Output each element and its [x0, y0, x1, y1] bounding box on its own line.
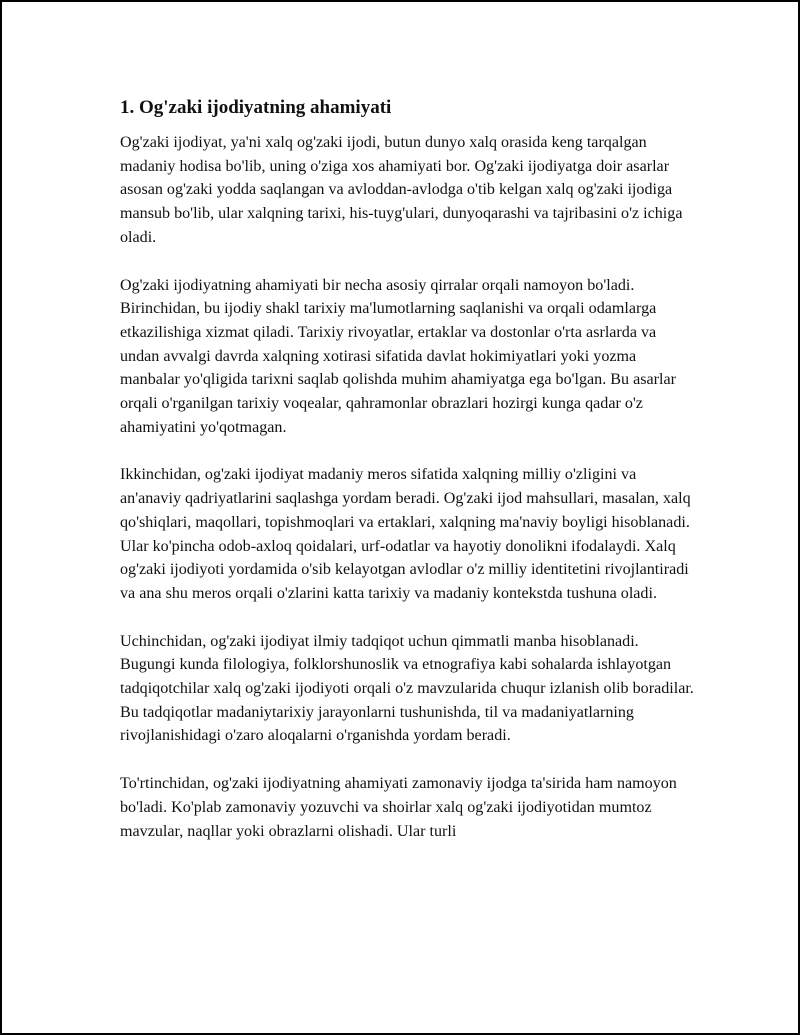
document-body — [120, 94, 695, 843]
section-heading: 1. Og'zaki ijodiyatning ahamiyati — [120, 97, 392, 118]
paragraph-first-point: Og'zaki ijodiyatning ahamiyati bir necha asosiy qirralar orqali namoyon bo'ladi. Birinchidan, bu ijodiy shakl tarixiy ma'lumotlarning saqlanishi va orqali odamlarga etkazilishiga xizmat qiladi. Tarixiy rivoyatlar, ertaklar va dostonlar o'rta asrlarda va undan avvalgi davrda xalqning xotirasi sifatida davlat hokimiyatlari yoki yozma manbalar yo'qligida tarixni saqlab qolishda muhim ahamiyatga ega bo'lgan. Bu asarlar orqali o'rganilgan tarixiy voqealar, qahramonlar obrazlari hozirgi kunga qadar o'z ahamiyatini yo'qotmagan. — [120, 276, 676, 436]
paragraph-intro: Og'zaki ijodiyat, ya'ni xalq og'zaki ijodi, butun dunyo xalq orasida keng tarqalgan madaniy hodisa bo'lib, uning o'ziga xos ahamiyati bor. Og'zaki ijodiyatga doir asarlar asosan og'zaki yodda saqlangan va avloddan-avlodga o'tib kelgan xalq og'zaki ijodiga mansub bo'lib, ular xalqning tarixi, his-tuyg'ulari, dunyoqarashi va tajribasini o'z ichiga oladi. — [120, 134, 683, 246]
paragraph-fourth-point: To'rtinchidan, og'zaki ijodiyatning ahamiyati zamonaviy ijodga ta'sirida ham namoyon bo'ladi. Ko'plab zamonaviy yozuvchi va shoirlar xalq og'zaki ijodiyotidan mumtoz mavzular, naqllar yoki obrazlarni olishadi. Ular turli — [120, 775, 677, 840]
paragraph-second-point: Ikkinchidan, og'zaki ijodiyat madaniy meros sifatida xalqning milliy o'zligini va an'anaviy qadriyatlarini saqlashga yordam beradi. Og'zaki ijod mahsullari, masalan, xalq qo'shiqlari, maqollari, topishmoqlari va ertaklari, xalqning ma'naviy boyligi hisoblanadi. Ular ko'pincha odob-axloq qoidalari, urf-odatlar va hayotiy donolikni ifodalaydi. Xalq og'zaki ijodiyoti yordamida o'sib kelayotgan avlodlar o'z milliy identitetini rivojlantiradi va ana shu meros orqali o'zlarini katta tarixiy va madaniy kontekstda tushuna oladi. — [120, 466, 691, 602]
paragraph-third-point: Uchinchidan, og'zaki ijodiyat ilmiy tadqiqot uchun qimmatli manba hisoblanadi. Bugungi kunda filologiya, folklorshunoslik va etnografiya kabi sohalarda ishlayotgan tadqiqotchilar xalq og'zaki ijodiyoti orqali o'z mavzularida chuqur izlanish olib boradilar. Bu tadqiqotlar madaniytarixiy jarayonlarni tushunishda, til va madaniyatlarning rivojlanishidagi o'zaro aloqalarni o'rganishda yordam beradi. — [120, 632, 694, 745]
